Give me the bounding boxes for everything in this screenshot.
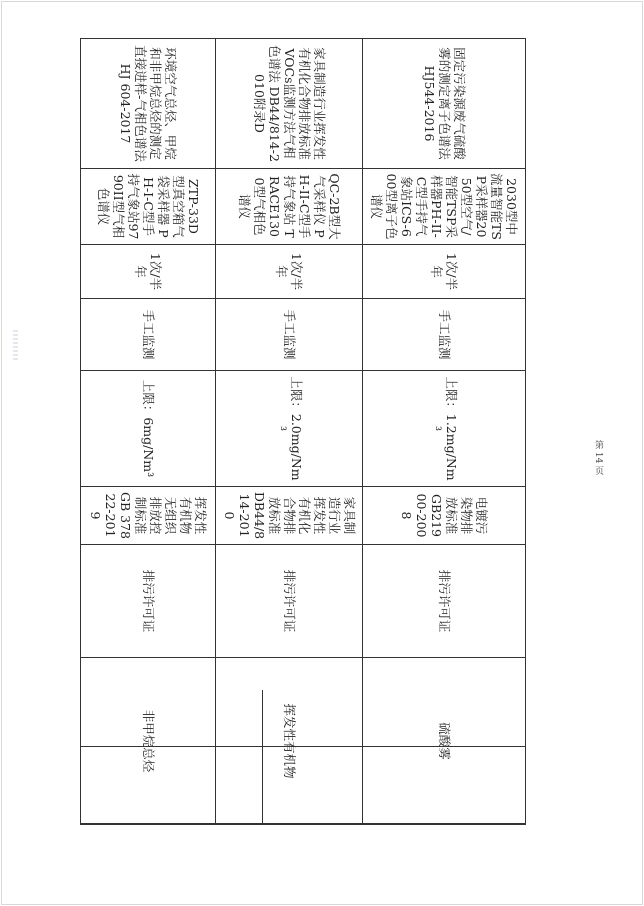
frequency-cell: 1次/半年 [216, 245, 363, 299]
permit-cell: 排污许可证 [216, 545, 363, 658]
scan-artifact [13, 330, 18, 362]
page-number: 第 14 页 [593, 440, 603, 476]
limit-cell: 上限：2.0mg/Nm³ [216, 371, 363, 487]
pollutant-cell: 非甲烷总烃 [81, 658, 216, 825]
permit-cell: 排污许可证 [363, 545, 526, 658]
limit-cell: 上限：1.2mg/Nm³ [363, 371, 526, 487]
mode-cell: 手工监测 [216, 299, 363, 371]
method-cell: 家具制造行业挥发性有机化合物排放标准 VOCs监测方法气相色谱法 DB44/814-2010附录D [216, 39, 363, 169]
limit-cell: 上限：6mg/Nm³ [81, 371, 216, 487]
standard-cell: 挥发性有机物无组织排放控制标准 GB 37822-2019 [81, 487, 216, 545]
frequency-cell: 1次/半年 [363, 245, 526, 299]
frequency-cell: 1次/半年 [81, 245, 216, 299]
pollutant-cell: 挥发性有机物 [216, 658, 363, 825]
mode-cell: 手工监测 [363, 299, 526, 371]
standard-cell: 家具制造行业挥发性有机化合物排放标准 DB44/814-2010 [216, 487, 363, 545]
blank-row-divider-horizontal [81, 746, 525, 747]
blank-rows-block [80, 690, 526, 824]
permit-cell: 排污许可证 [81, 545, 216, 658]
standard-cell: 电镀污染物排放标准 GB21900-2008 [363, 487, 526, 545]
method-cell: 环境空气总烃、甲烷和非甲烷总烃的测定直接进样-气相色谱法 HJ 604-2017 [81, 39, 216, 169]
instrument-cell: 2030型中流量智能TSP采样器2050型空气/智能TSP采样器PH-II-C型手持气象站ICS-600型离子色谱仪 [363, 169, 526, 245]
mode-cell: 手工监测 [81, 299, 216, 371]
pollutant-cell: 硫酸雾 [363, 658, 526, 825]
instrument-cell: QC-2B型大气采样仪 PH-II-C型手持气象站 TRACE1300型气相色谱仪 [216, 169, 363, 245]
instrument-cell: ZTP-33D型真空箱气袋采样器 PH-I-C型手持气象站9790II型气相色谱仪 [81, 169, 216, 245]
blank-row-divider-vertical [262, 690, 263, 823]
method-cell: 固定污染源废气硫酸雾的测定离子色谱法 HJ544-2016 [363, 39, 526, 169]
